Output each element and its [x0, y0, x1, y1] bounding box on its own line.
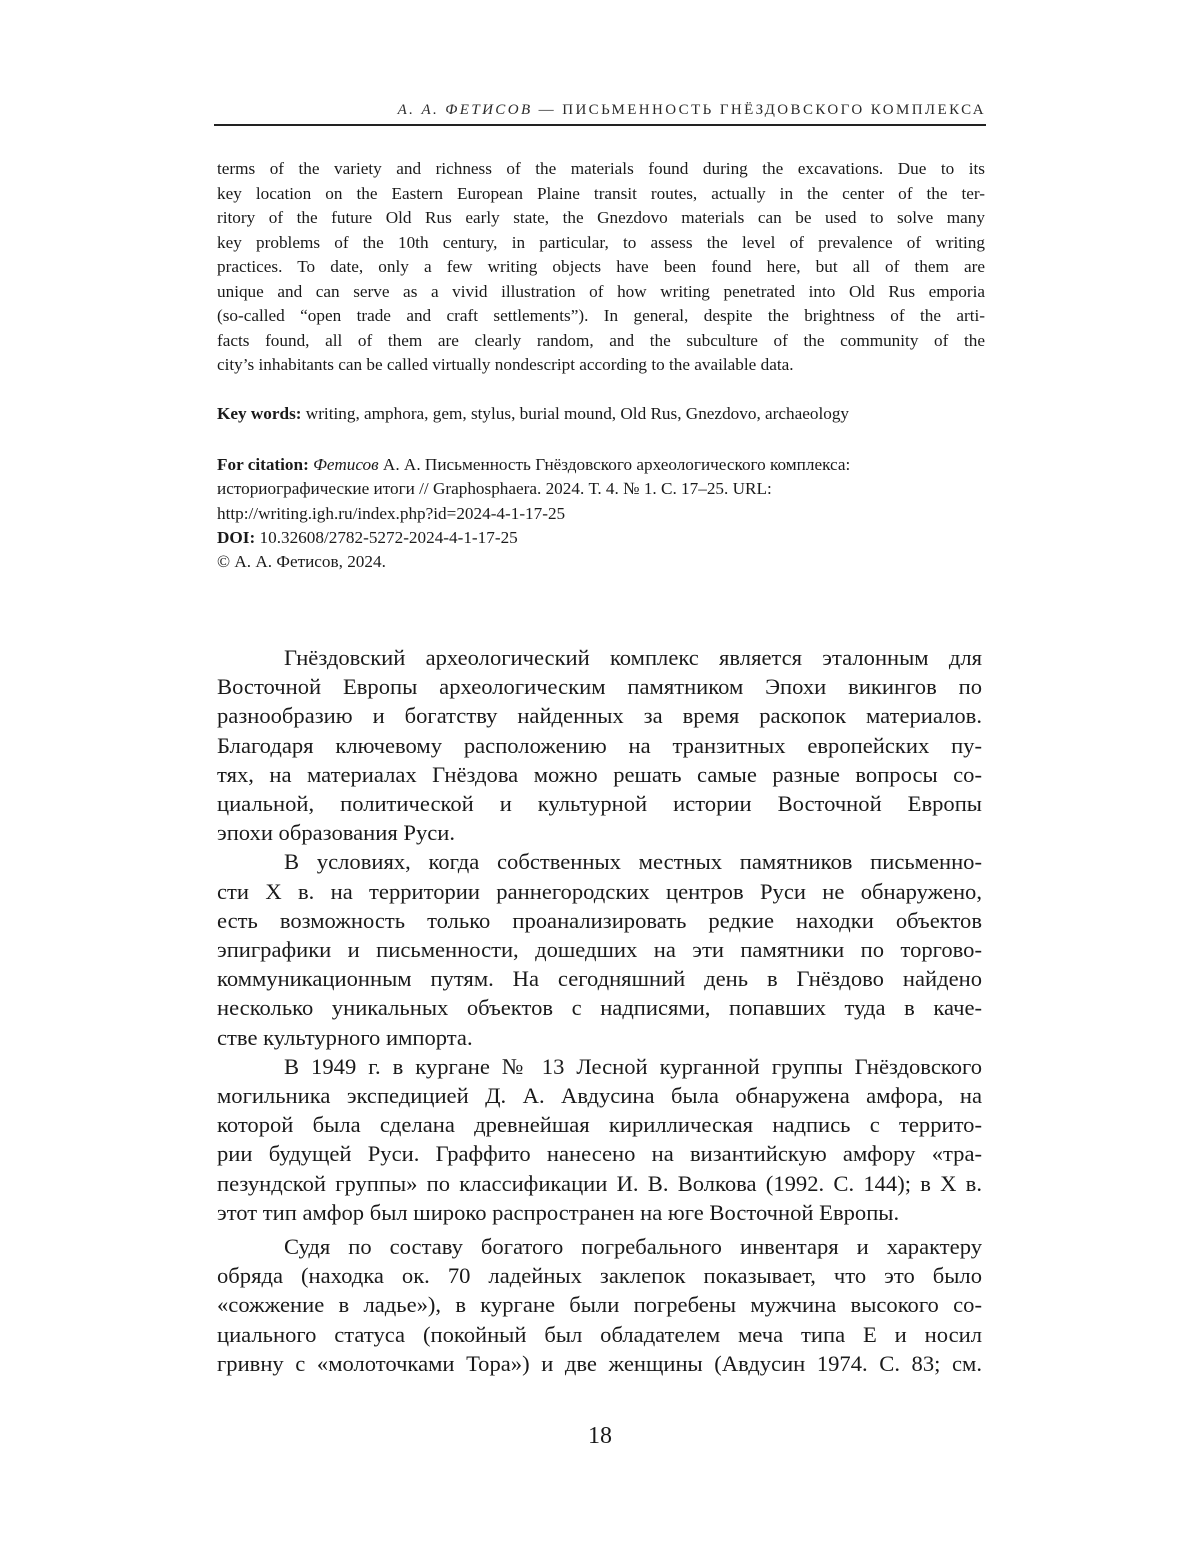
text-line: эпиграфики и письменности, дошедших на эти памятники по торгово-	[217, 937, 982, 963]
doi-label: DOI:	[217, 527, 256, 547]
abstract	[217, 157, 985, 378]
text-line: циальной, политической и культурной истории Восточной Европы	[217, 791, 982, 817]
paragraph	[217, 1232, 982, 1378]
citation-author: Фетисов	[308, 455, 379, 474]
keywords-text: writing, amphora, gem, stylus, burial mound, Old Rus, Gnezdovo, archaeology	[301, 404, 850, 423]
text-line: которой была сделана древнейшая кириллическая надпись с террито-	[217, 1112, 982, 1138]
text-line: пезундской группы» по классификации И. В. Волкова (1992. С. 144); в X в.	[217, 1170, 982, 1196]
paragraph	[217, 847, 982, 1051]
citation-line: историографические итоги // Graphosphaera. 2024. Т. 4. № 1. С. 17–25. URL:	[217, 479, 772, 499]
citation-url[interactable]: http://writing.igh.ru/index.php?id=2024-4-1-17-25	[217, 503, 566, 523]
keywords-label: Key words:	[217, 404, 302, 423]
citation-label: For citation:	[217, 455, 309, 474]
paragraph	[217, 1052, 982, 1227]
text-line: рии будущей Руси. Граффито нанесено на византийскую амфору «тра-	[217, 1141, 982, 1167]
text-line: циального статуса (покойный был обладателем меча типа E и носил	[217, 1321, 982, 1347]
text-line: разнообразию и богатству найденных за время раскопок материалов.	[217, 703, 982, 729]
copyright-line: © А. А. Фетисов, 2024.	[217, 552, 386, 572]
running-head-separator: —	[532, 102, 563, 118]
text-line: В условиях, когда собственных местных памятников письменно-	[284, 849, 982, 875]
abstract-line: city’s inhabitants can be called virtually nondescript according to the available data.	[217, 355, 794, 374]
text-line: могильника экспедицией Д. А. Авдусина была обнаружена амфора, на	[217, 1083, 982, 1109]
text-line: несколько уникальных объектов с надписями, попавших туда в каче-	[217, 995, 982, 1021]
text-line: «сожжение в ладье»), в кургане были погребены мужчина высокого со-	[217, 1292, 982, 1318]
text-line: стве культурного импорта.	[217, 1024, 473, 1050]
abstract-line: terms of the variety and richness of the materials found during the excavations. Due to its	[217, 159, 985, 178]
citation-title: А. А. Письменность Гнёздовского археологического комплекса:	[378, 455, 851, 474]
running-head-author: А. А. ФЕТИСОВ	[397, 102, 533, 118]
page-number: 18	[588, 1423, 612, 1449]
abstract-line: unique and can serve as a vivid illustration of how writing penetrated into Old Rus emporia	[217, 281, 985, 301]
header-rule	[214, 124, 986, 126]
text-line: Судя по составу богатого погребального инвентаря и характеру	[284, 1234, 982, 1260]
running-head	[214, 100, 986, 120]
text-line: есть возможность только проанализировать редкие находки объектов	[217, 907, 982, 933]
text-line: обряда (находка ок. 70 ладейных заклепок показывает, что это было	[217, 1263, 982, 1289]
abstract-line: (so-called “open trade and craft settlements”). In general, despite the brightness of the arti-	[217, 306, 985, 325]
text-line: Благодаря ключевому расположению на транзитных европейских пу-	[217, 732, 982, 758]
doi-line	[217, 526, 985, 550]
abstract-line: practices. To date, only a few writing objects have been found here, but all of them are	[217, 257, 985, 276]
text-line: гривну с «молоточками Тора») и две женщины (Авдусин 1974. С. 83; см.	[217, 1350, 982, 1376]
abstract-line: ritory of the future Old Rus early state, the Gnezdovo materials can be used to solve many	[217, 208, 985, 227]
doi-value: 10.32608/2782-5272-2024-4-1-17-25	[255, 527, 518, 547]
running-head-title: ПИСЬМЕННОСТЬ ГНЁЗДОВСКОГО КОМПЛЕКСА	[562, 102, 986, 118]
text-line: В 1949 г. в кургане № 13 Лесной курганной группы Гнёздовского	[284, 1053, 982, 1079]
abstract-text	[217, 157, 985, 378]
text-line: сти X в. на территории раннегородских центров Руси не обнаружено,	[217, 878, 982, 904]
paragraph	[217, 643, 982, 847]
abstract-line: facts found, all of them are clearly random, and the subculture of the community of the	[217, 330, 985, 350]
main-text	[217, 643, 982, 1378]
citation-block	[217, 453, 985, 574]
text-line: коммуникационным путям. На сегодняшний день в Гнёздово найдено	[217, 966, 982, 992]
text-line: Гнёздовский археологический комплекс является эталонным для	[284, 645, 982, 670]
text-line: Восточной Европы археологическим памятником Эпохи викингов по	[217, 674, 982, 700]
keywords	[217, 402, 985, 426]
text-line: эпохи образования Руси.	[217, 820, 456, 846]
abstract-line: key problems of the 10th century, in particular, to assess the level of prevalence of writing	[217, 232, 985, 252]
abstract-line: key location on the Eastern European Plaine transit routes, actually in the center of the ter-	[217, 183, 985, 203]
text-line: тях, на материалах Гнёздова можно решать самые разные вопросы со-	[217, 761, 982, 787]
citation-line	[217, 453, 985, 477]
text-line: этот тип амфор был широко распространен на юге Восточной Европы.	[217, 1199, 900, 1225]
